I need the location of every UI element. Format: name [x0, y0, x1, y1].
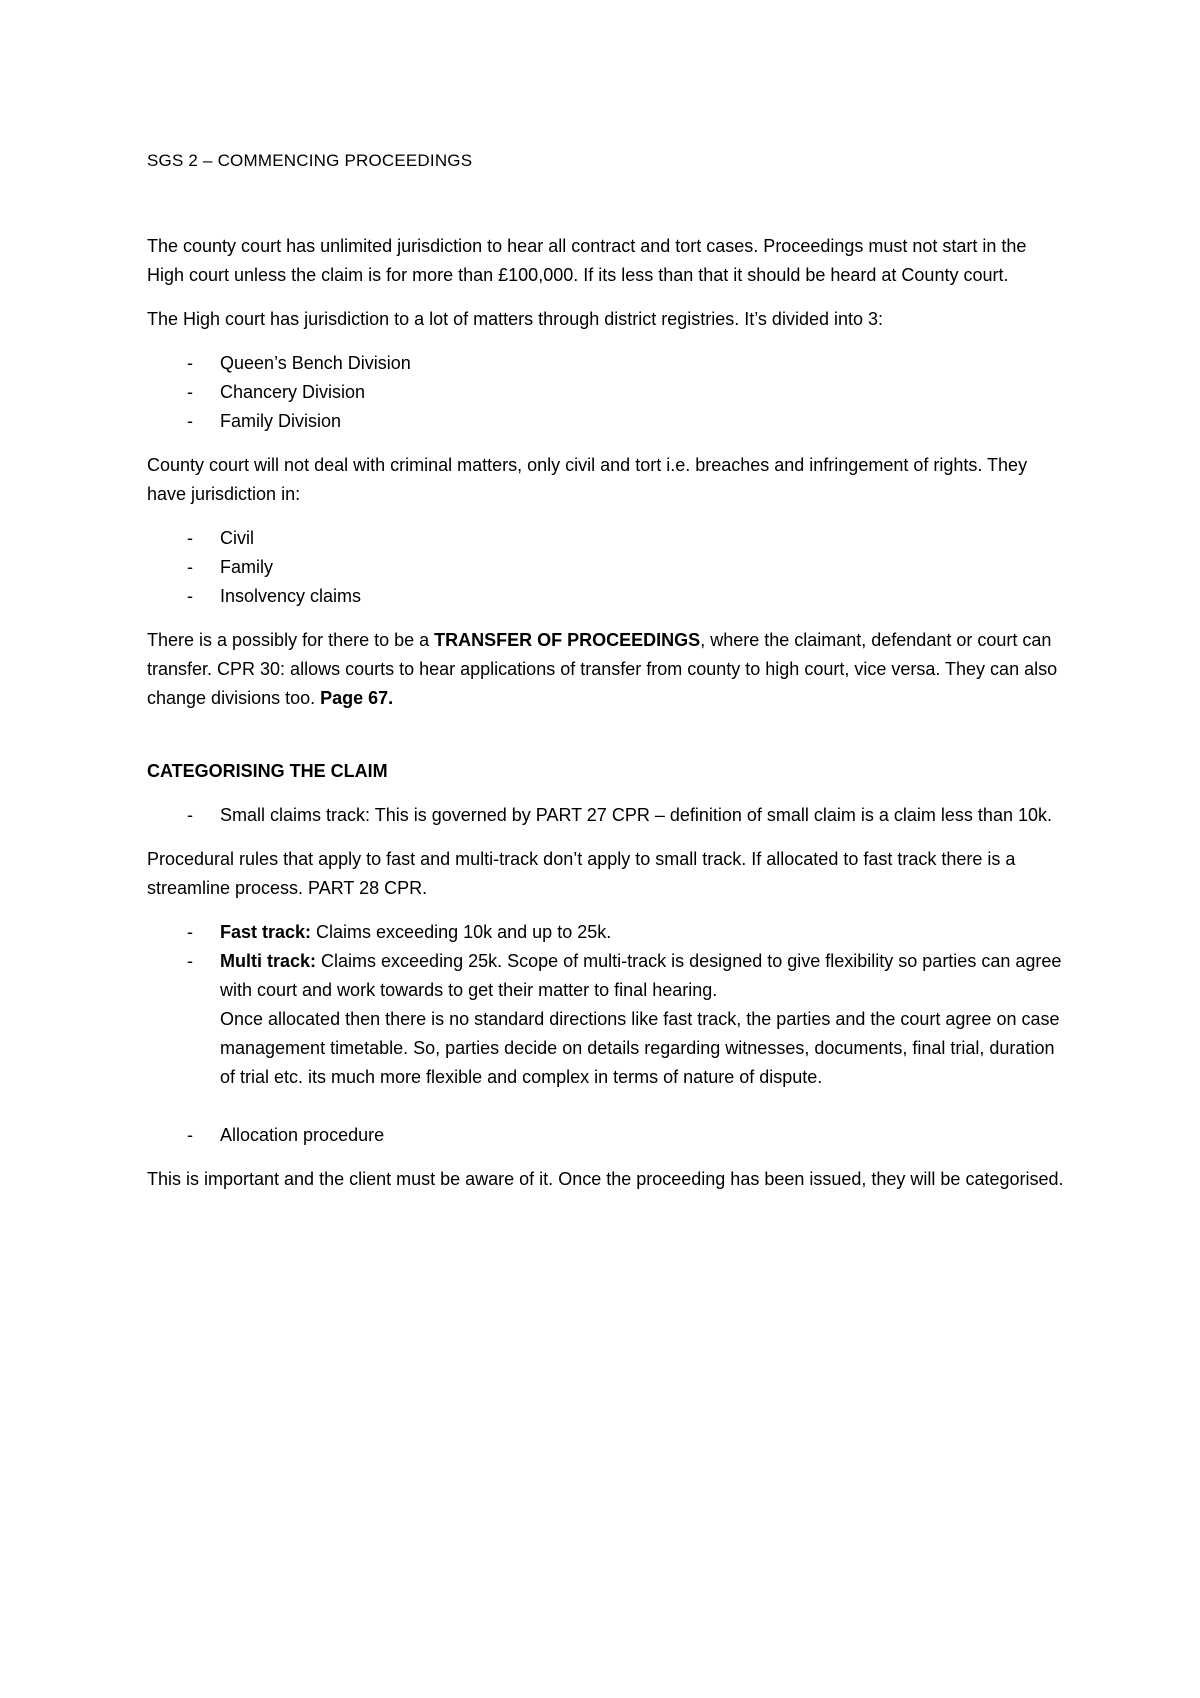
list-item — [147, 801, 1067, 830]
multi-track-label: Multi track: — [220, 951, 317, 971]
dash-bullet: - — [187, 805, 193, 825]
list-item — [147, 378, 1067, 407]
document-body — [147, 146, 1067, 1209]
list-item — [147, 553, 1067, 582]
paragraph-county-court: The county court has unlimited jurisdiction to hear all contract and tort cases. Proceedings must not start in the High court unless the claim is for more than £100,000. If its less than that it should be heard at County court. — [147, 236, 1027, 285]
paragraph-county-jurisdiction: County court will not deal with criminal matters, only civil and tort i.e. breaches and infringement of rights. They have jurisdiction in: — [147, 455, 1028, 504]
dash-bullet: - — [187, 528, 193, 548]
list-item-allocation — [147, 1121, 1067, 1150]
jurisdiction-list — [147, 524, 1067, 611]
page-reference: Page 67. — [320, 688, 394, 708]
divisions-list — [147, 349, 1067, 436]
dash-bullet: - — [187, 382, 193, 402]
list-item — [147, 407, 1067, 436]
list-item-text: Queen’s Bench Division — [220, 353, 411, 373]
dash-bullet: - — [187, 353, 193, 373]
paragraph-allocation: This is important and the client must be aware of it. Once the proceeding has been issued, they will be categorised. — [147, 1169, 1064, 1189]
dash-bullet: - — [187, 922, 193, 942]
fast-track-text: Claims exceeding 10k and up to 25k. — [311, 922, 612, 942]
section-heading: CATEGORISING THE CLAIM — [147, 761, 388, 781]
list-item-fast-track — [147, 918, 1067, 947]
dash-bullet: - — [187, 951, 193, 971]
list-spacer — [147, 1092, 1067, 1121]
paragraph-procedural-rules: Procedural rules that apply to fast and multi-track don’t apply to small track. If allocated to fast track there is a streamline process. PART 28 CPR. — [147, 849, 1016, 898]
list-item — [147, 349, 1067, 378]
dash-bullet: - — [187, 1125, 193, 1145]
list-item-text: Civil — [220, 528, 254, 548]
list-item — [147, 582, 1067, 611]
transfer-text-start: There is a possibly for there to be a — [147, 630, 435, 650]
list-item-text: Family — [220, 557, 273, 577]
list-item-multi-track — [147, 947, 1067, 1092]
fast-track-label: Fast track: — [220, 922, 312, 942]
paragraph-transfer — [147, 626, 1067, 713]
list-item-text: Allocation procedure — [220, 1125, 385, 1145]
transfer-keyword: TRANSFER OF PROCEEDINGS — [434, 630, 701, 650]
list-item — [147, 524, 1067, 553]
paragraph-high-court: The High court has jurisdiction to a lot of matters through district registries. It’s divided into 3: — [147, 309, 884, 329]
small-claims-list — [147, 801, 1067, 830]
multi-track-text: Claims exceeding 25k. Scope of multi-track is designed to give flexibility so parties can agree with court and work towards to get their matter to final hearing. — [220, 951, 1062, 1000]
multi-track-text-continued: Once allocated then there is no standard directions like fast track, the parties and the court agree on case management timetable. So, parties decide on details regarding witnesses, documents, final trial, duration of trial etc. its much more flexible and complex in terms of nature of dispute. — [220, 1009, 1060, 1087]
dash-bullet: - — [187, 586, 193, 606]
list-item-text: Family Division — [220, 411, 342, 431]
list-item-text: Chancery Division — [220, 382, 366, 402]
dash-bullet: - — [187, 411, 193, 431]
dash-bullet: - — [187, 557, 193, 577]
list-item-text: Small claims track: This is governed by PART 27 CPR – definition of small claim is a claim less than 10k. — [220, 805, 1052, 825]
page-title: SGS 2 – COMMENCING PROCEEDINGS — [147, 151, 473, 170]
list-item-text: Insolvency claims — [220, 586, 362, 606]
tracks-list — [147, 918, 1067, 1150]
transfer-text-end: , where the claimant, defendant or court can transfer. CPR 30: allows courts to hear applications of transfer from county to high court, vice versa. They can also change divisions too. — [147, 630, 1058, 708]
